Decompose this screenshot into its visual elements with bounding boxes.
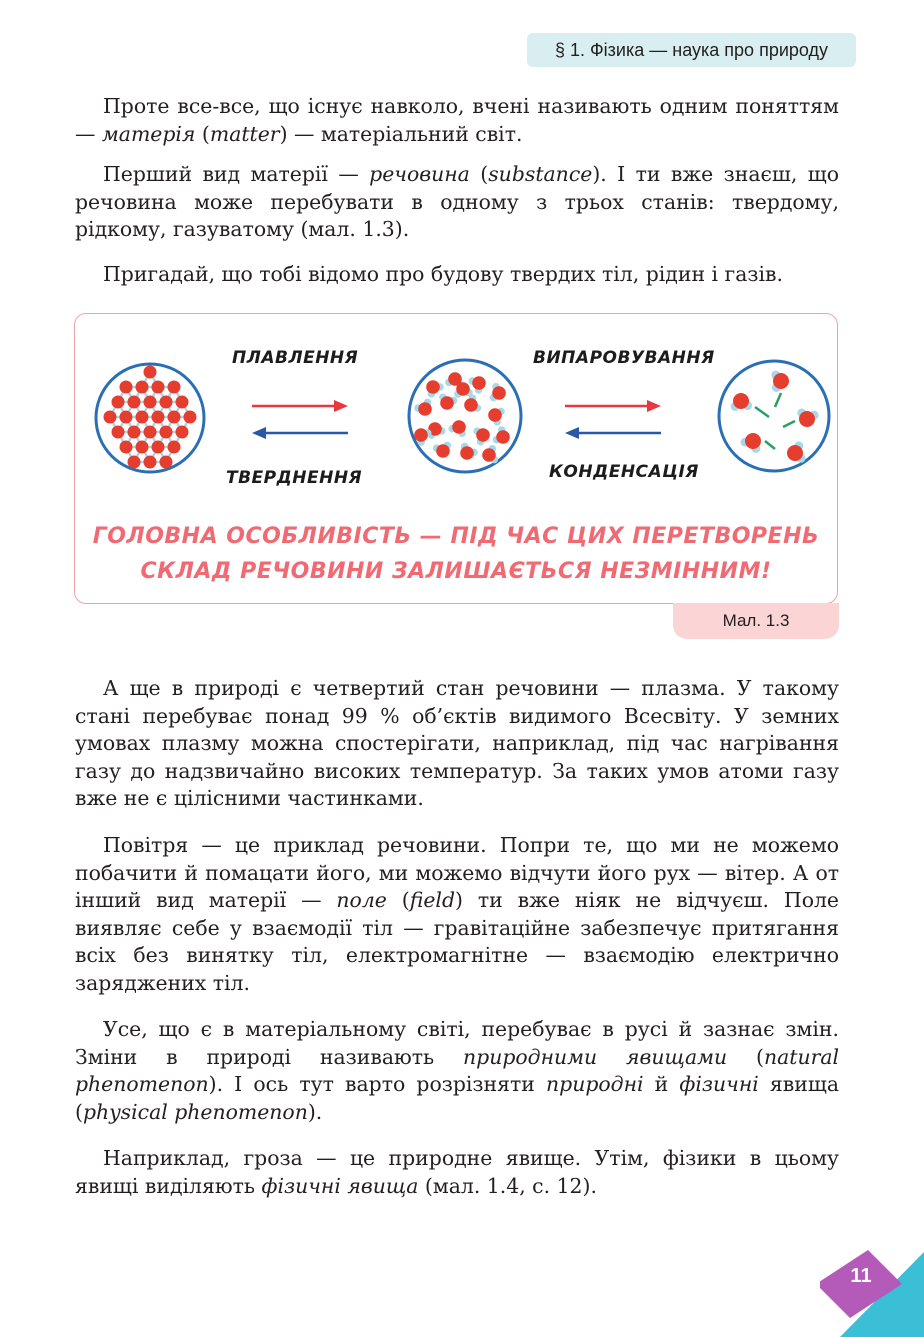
molecule-atom	[128, 456, 141, 469]
paragraph-plasma: А ще в природі є четвертий стан речовини — плазма. У такому стані перебуває понад 99 % об’єктів видимого Всесвіту. У земних умовах плазму можна спостерігати, наприклад, під час нагрівання газу до надзвичайно високих температур. За таких умов атоми газу вже не є цілісними частинками.	[75, 676, 839, 810]
molecule-atom	[152, 381, 165, 394]
molecule-atom	[414, 428, 428, 442]
molecule-atom	[476, 428, 490, 442]
molecule-atom	[733, 393, 749, 409]
molecule-atom	[144, 366, 157, 379]
molecule-atom	[496, 430, 510, 444]
molecule-atom	[144, 396, 157, 409]
paragraph-field: Повітря — це приклад речовини. Попри те, що ми не можемо побачити й помацати його, ми можемо відчути його рух — вітер. А от інший вид матерії — поле (field) ти вже ніяк не відчуєш. Поле виявляє себе у взаємодії тіл — гравітаційне забезпечує притягання всіх без винятку тіл, електромагнітне — взаємодію електрично заряджених тіл.	[75, 833, 839, 995]
evaporation-arrow-icon	[563, 398, 663, 414]
highlight-line-2: СКЛАД РЕЧОВИНИ ЗАЛИШАЄТЬСЯ НЕЗМІННИМ!	[140, 559, 772, 584]
molecule-atom	[112, 396, 125, 409]
molecule-atom	[482, 448, 496, 462]
section-header: § 1. Фізика — наука про природу	[527, 33, 856, 67]
molecule-atom	[464, 398, 478, 412]
molecule-atom	[773, 373, 789, 389]
molecule-atom	[136, 381, 149, 394]
molecule-atom	[456, 382, 470, 396]
molecule-atom	[184, 411, 197, 424]
solidification-arrow-icon	[250, 425, 350, 441]
molecule-atom	[104, 411, 117, 424]
paragraph-recall: Пригадай, що тобі відомо про будову твердих тіл, рідин і газів.	[103, 262, 783, 286]
condensation-arrow-icon	[563, 425, 663, 441]
molecule-atom	[144, 426, 157, 439]
molecule-atom	[436, 444, 450, 458]
label-evaporation: ВИПАРОВУВАННЯ	[533, 348, 715, 368]
molecule-atom	[144, 456, 157, 469]
melting-arrow-icon	[250, 398, 350, 414]
molecule-atom	[488, 408, 502, 422]
molecule-atom	[418, 402, 432, 416]
label-condensation: КОНДЕНСАЦІЯ	[549, 462, 699, 482]
molecule-atom	[120, 411, 133, 424]
paragraph-matter: Проте все-все, що існує навколо, вчені називають одним поняттям — матерія (matter) — матеріальний світ.	[75, 94, 839, 146]
molecule-atom	[160, 426, 173, 439]
molecule-atom	[168, 411, 181, 424]
molecule-atom	[168, 381, 181, 394]
molecule-atom	[160, 396, 173, 409]
label-solidification: ТВЕРДНЕННЯ	[226, 468, 363, 488]
molecule-atom	[440, 396, 454, 410]
molecule-atom	[112, 426, 125, 439]
molecule-atom	[492, 386, 506, 400]
figure-caption: Мал. 1.3	[673, 603, 839, 639]
molecule-atom	[152, 411, 165, 424]
molecule-atom	[787, 445, 803, 461]
paragraph-phenomena: Усе, що є в матеріальному світі, перебуває в русі й зазнає змін. Зміни в природі називають природними явищами (natural phenomenon). І ось тут варто розрізняти природні й фізичні явища (physical phenomenon).	[75, 1017, 840, 1124]
molecule-atom	[152, 441, 165, 454]
molecule-atom	[745, 433, 761, 449]
molecule-atom	[160, 456, 173, 469]
molecule-atom	[472, 376, 486, 390]
page-number: 11	[850, 1265, 872, 1287]
gas-molecules-illustration	[715, 357, 833, 475]
molecule-atom	[120, 441, 133, 454]
molecule-atom	[136, 411, 149, 424]
molecule-atom	[799, 411, 815, 427]
molecule-atom	[120, 381, 133, 394]
label-melting: ПЛАВЛЕННЯ	[232, 348, 359, 368]
molecule-atom	[460, 446, 474, 460]
molecule-atom	[136, 441, 149, 454]
molecule-atom	[176, 396, 189, 409]
molecule-atom	[168, 441, 181, 454]
liquid-molecules-illustration	[403, 357, 527, 475]
highlight-line-1: ГОЛОВНА ОСОБЛИВІСТЬ — ПІД ЧАС ЦИХ ПЕРЕТВОРЕНЬ	[92, 524, 820, 549]
molecule-atom	[128, 426, 141, 439]
solid-lattice-illustration	[88, 362, 212, 474]
molecule-atom	[452, 420, 466, 434]
molecule-atom	[128, 396, 141, 409]
molecule-atom	[426, 380, 440, 394]
paragraph-substance: Перший вид матерії — речовина (substance). І ти вже знаєш, що речовина може перебувати в одному з трьох станів: твердому, рідкому, газуватому (мал. 1.3).	[75, 162, 839, 241]
paragraph-thunderstorm: Наприклад, гроза — це природне явище. Утім, фізики в цьому явищі виділяють фізичні явища (мал. 1.4, с. 12).	[75, 1146, 839, 1198]
molecule-atom	[176, 426, 189, 439]
